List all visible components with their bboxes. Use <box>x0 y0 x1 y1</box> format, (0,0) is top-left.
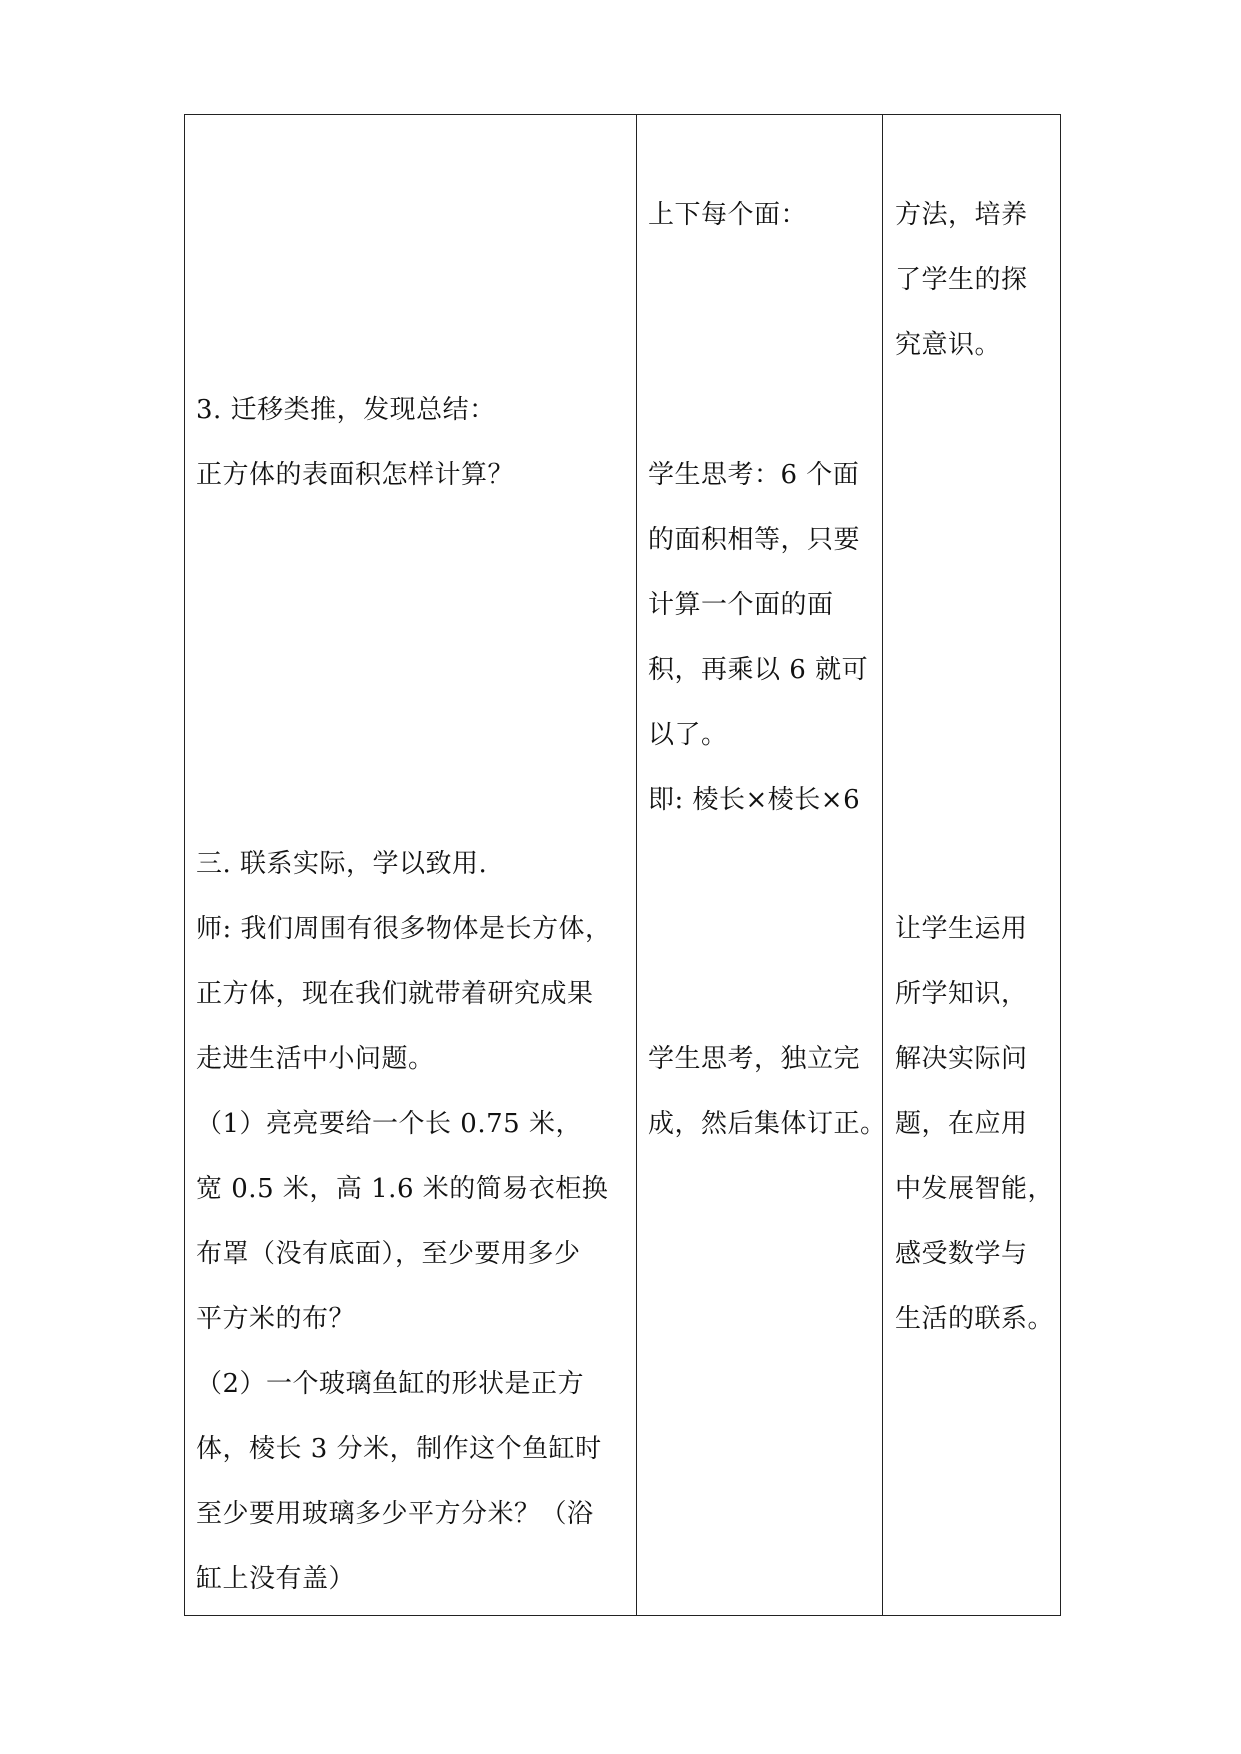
text-line: 3. 迁移类推，发现总结： <box>196 395 496 425</box>
text-line: 以了。 <box>648 720 728 750</box>
text-line: 中发展智能， <box>895 1174 1055 1204</box>
text-line: 上下每个面： <box>648 200 808 230</box>
text-line: 走进生活中小问题。 <box>196 1044 435 1074</box>
text-line: 方法，培养 <box>895 200 1028 230</box>
text-line: 成，然后集体订正。 <box>648 1109 887 1139</box>
text-line: 师: 我们周围有很多物体是长方体， <box>196 914 612 944</box>
text-line: 学生思考：6 个面 <box>648 460 860 490</box>
text-line: 至少要用玻璃多少平方分米？（浴 <box>196 1499 594 1529</box>
text-line: 题，在应用 <box>895 1109 1028 1139</box>
text-line: 体，棱长 3 分米，制作这个鱼缸时 <box>196 1434 602 1464</box>
text-line: 究意识。 <box>895 330 1002 360</box>
text-line: 正方体的表面积怎样计算？ <box>196 460 515 490</box>
text-line: （2）一个玻璃鱼缸的形状是正方 <box>196 1369 585 1399</box>
text-line: 宽 0.5 米，高 1.6 米的简易衣柜换 <box>196 1174 609 1204</box>
text-line: 学生思考，独立完 <box>648 1044 861 1074</box>
text-line: 积，再乘以 6 就可 <box>648 655 869 685</box>
text-line: 的面积相等，只要 <box>648 525 861 555</box>
text-line: 布罩（没有底面），至少要用多少 <box>196 1239 581 1269</box>
text-line: 缸上没有盖） <box>196 1564 356 1594</box>
column-divider <box>882 115 883 1615</box>
text-line: 生活的联系。 <box>895 1304 1055 1334</box>
text-line: 所学知识， <box>895 979 1028 1009</box>
text-line: 三. 联系实际，学以致用. <box>196 849 488 879</box>
text-line: 让学生运用 <box>895 914 1028 944</box>
text-line: 即: 棱长×棱长×6 <box>648 785 861 815</box>
column-divider <box>636 115 637 1615</box>
text-line: （1）亮亮要给一个长 0.75 米， <box>196 1109 582 1139</box>
text-line: 了学生的探 <box>895 265 1028 295</box>
text-line: 平方米的布？ <box>196 1304 356 1334</box>
text-line: 正方体，现在我们就带着研究成果 <box>196 979 594 1009</box>
text-line: 感受数学与 <box>895 1239 1028 1269</box>
text-line: 计算一个面的面 <box>648 590 834 620</box>
text-line: 解决实际问 <box>895 1044 1028 1074</box>
